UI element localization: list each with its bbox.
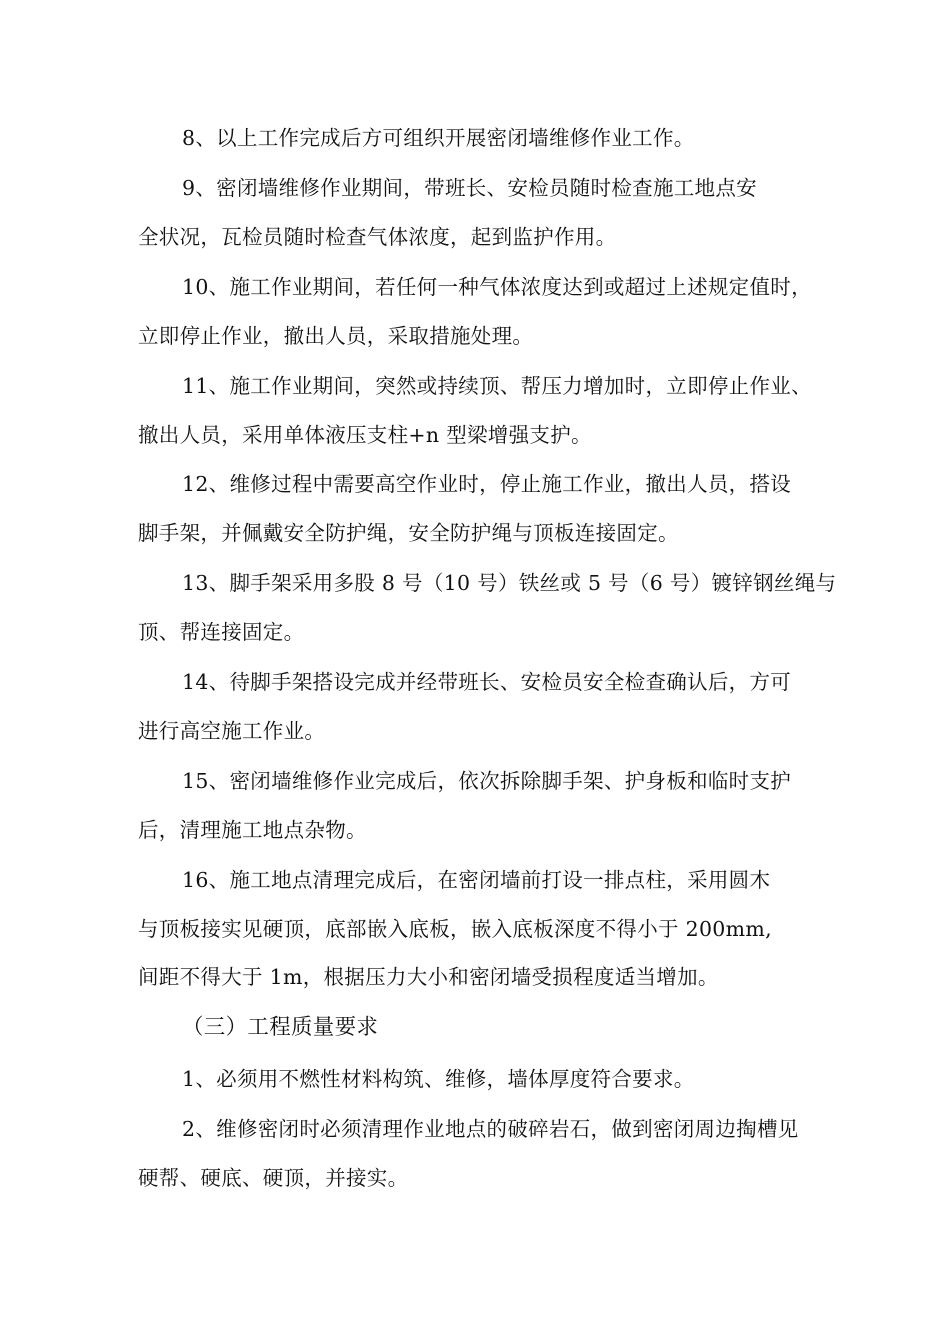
paragraph-16-line-2: 与顶板接实见硬顶，底部嵌入底板，嵌入底板深度不得小于 200mm, [138,917,772,941]
paragraph-13-line-2: 顶、帮连接固定。 [138,620,305,644]
paragraph-9-line-2: 全状况，瓦检员随时检查气体浓度，起到监护作用。 [138,225,617,249]
quality-item-2-line-1: 2、维修密闭时必须清理作业地点的破碎岩石，做到密闭周边掏槽见 [182,1117,799,1141]
paragraph-14-line-2: 进行高空施工作业。 [138,719,326,743]
paragraph-11-line-1: 11、施工作业期间，突然或持续顶、帮压力增加时，立即停止作业、 [182,374,812,398]
paragraph-16-line-3: 间距不得大于 1m，根据压力大小和密闭墙受损程度适当增加。 [138,965,719,989]
paragraph-15-line-2: 后，清理施工地点杂物。 [138,818,367,842]
paragraph-10-line-1: 10、施工作业期间，若任何一种气体浓度达到或超过上述规定值时， [182,275,812,299]
paragraph-8-line-1: 8、以上工作完成后方可组织开展密闭墙维修作业工作。 [182,126,695,150]
paragraph-16-line-1: 16、施工地点清理完成后，在密闭墙前打设一排点柱，采用圆木 [182,868,771,892]
paragraph-12-line-2: 脚手架，并佩戴安全防护绳，安全防护绳与顶板连接固定。 [138,521,679,545]
paragraph-12-line-1: 12、维修过程中需要高空作业时，停止施工作业，撤出人员，搭设 [182,472,792,496]
paragraph-9-line-1: 9、密闭墙维修作业期间，带班长、安检员随时检查施工地点安 [182,176,757,200]
paragraph-14-line-1: 14、待脚手架搭设完成并经带班长、安检员安全检查确认后，方可 [182,670,792,694]
quality-item-1: 1、必须用不燃性材料构筑、维修，墙体厚度符合要求。 [182,1067,695,1091]
quality-item-2-line-2: 硬帮、硬底、硬顶，并接实。 [138,1166,409,1190]
paragraph-10-line-2: 立即停止作业，撤出人员，采取措施处理。 [138,324,534,348]
paragraph-11-line-2: 撤出人员，采用单体液压支柱+n 型梁增强支护。 [138,423,592,447]
paragraph-13-line-1: 13、脚手架采用多股 8 号（10 号）铁丝或 5 号（6 号）镀锌钢丝绳与 [182,571,837,595]
paragraph-15-line-1: 15、密闭墙维修作业完成后，依次拆除脚手架、护身板和临时支护 [182,769,792,793]
section-heading: （三）工程质量要求 [182,1015,379,1040]
